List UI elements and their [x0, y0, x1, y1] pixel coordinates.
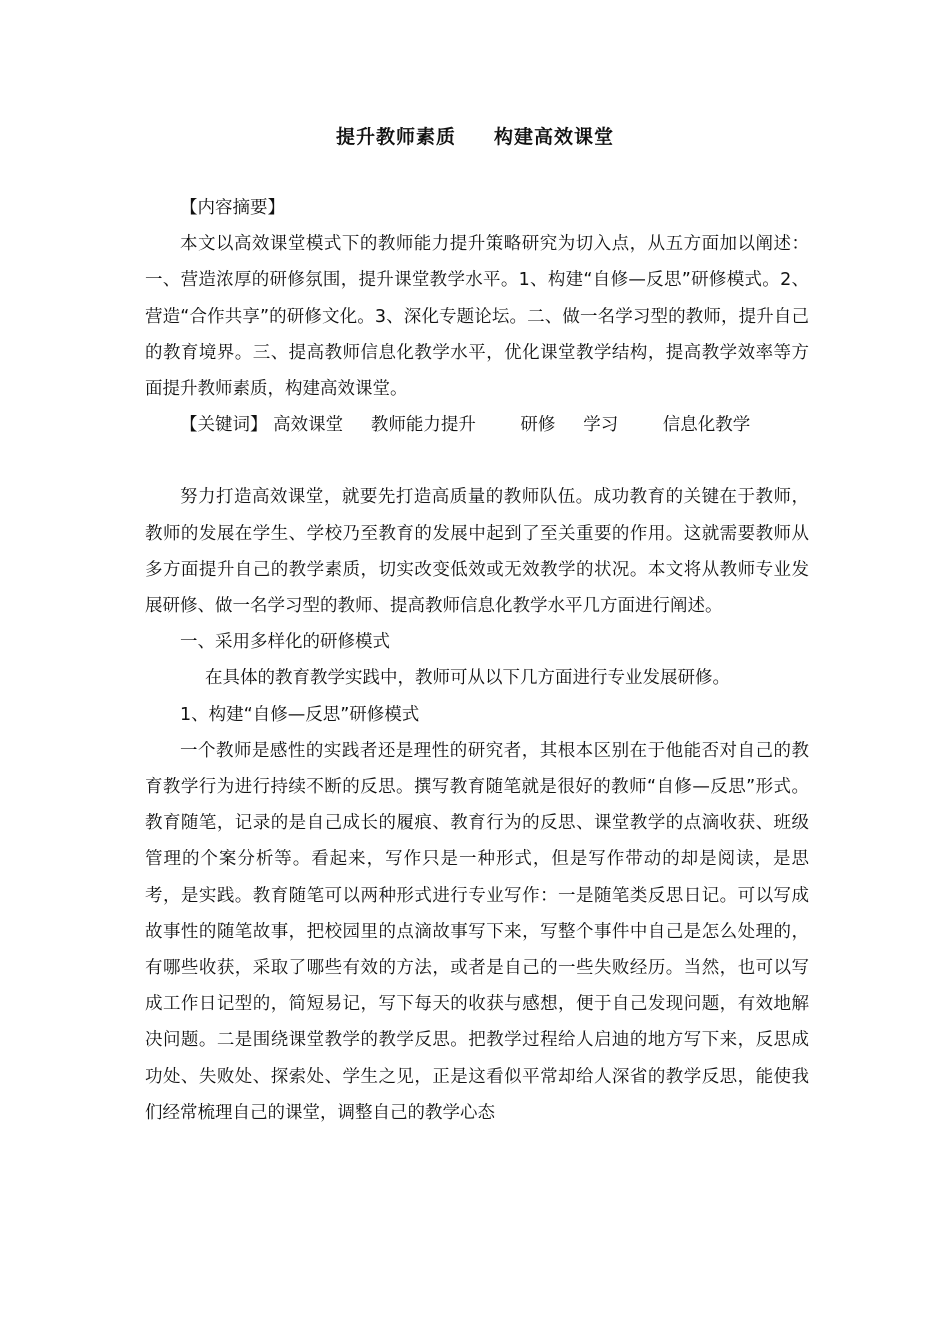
keywords-label: 【关键词】	[180, 415, 268, 436]
abstract-heading: 【内容摘要】	[180, 198, 285, 218]
section-heading: 一、采用多样化的研修模式	[180, 632, 390, 653]
keyword-item: 信息化教学	[662, 415, 751, 436]
keyword-item: 高效课堂	[273, 415, 344, 436]
keyword-item: 学习	[583, 415, 619, 436]
subsection-paragraph: 一个教师是感性的实践者还是理性的研究者，其根本区别在于他能否对自己的教育教学行为进行持续不断的反思。撰写教育随笔就是很好的教师“自修—反思”形式。教育随笔，记录的是自己成长的履痕、教育行为的反思、课堂教学的点滴收获、班级管理的个案分析等。看起来，写作只是一种形式，但是写作带动的却是阅读，是思考，是实践。教育随笔可以两种形式进行专业写作：一是随笔类反思日记。可以写成故事性的随笔故事，把校园里的点滴故事写下来，写整个事件中自己是怎么处理的，有哪些收获，采取了哪些有效的方法，或者是自己的一些失败经历。当然，也可以写成工作日记型的，简短易记，写下每天的收获与感想，便于自己发现问题，有效地解决问题。二是围绕课堂教学的教学反思。把教学过程给人启迪的地方写下来，反思成功处、失败处、探索处、学生之见，正是这看似平常却给人深省的教学反思，能使我们经常梳理自己的课堂，调整自己的教学心态	[145, 740, 809, 1123]
keyword-item: 研修	[520, 415, 556, 436]
document-title: 提升教师素质 构建高效课堂	[335, 126, 615, 148]
keywords-line	[145, 407, 809, 443]
section-intro: 在具体的教育教学实践中，教师可从以下几方面进行专业发展研修。	[205, 668, 730, 689]
subsection-heading: 1、构建“自修—反思”研修模式	[180, 704, 420, 725]
blank-line	[145, 443, 809, 479]
document-body	[145, 190, 809, 1131]
keyword-item: 教师能力提升	[370, 415, 476, 436]
abstract-body: 本文以高效课堂模式下的教师能力提升策略研究为切入点，从五方面加以阐述：一、营造浓厚的研修氛围，提升课堂教学水平。1、构建“自修—反思”研修模式。2、营造“合作共享”的研修文化。3、深化专题论坛。二、做一名学习型的教师，提升自己的教育境界。三、提高教师信息化教学水平，优化课堂教学结构，提高教学效率等方面提升教师素质，构建高效课堂。	[145, 234, 809, 400]
intro-paragraph: 努力打造高效课堂，就要先打造高质量的教师队伍。成功教育的关键在于教师，教师的发展在学生、学校乃至教育的发展中起到了至关重要的作用。这就需要教师从多方面提升自己的教学素质，切实改变低效或无效教学的状况。本文将从教师专业发展研修、做一名学习型的教师、提高教师信息化教学水平几方面进行阐述。	[145, 487, 809, 617]
